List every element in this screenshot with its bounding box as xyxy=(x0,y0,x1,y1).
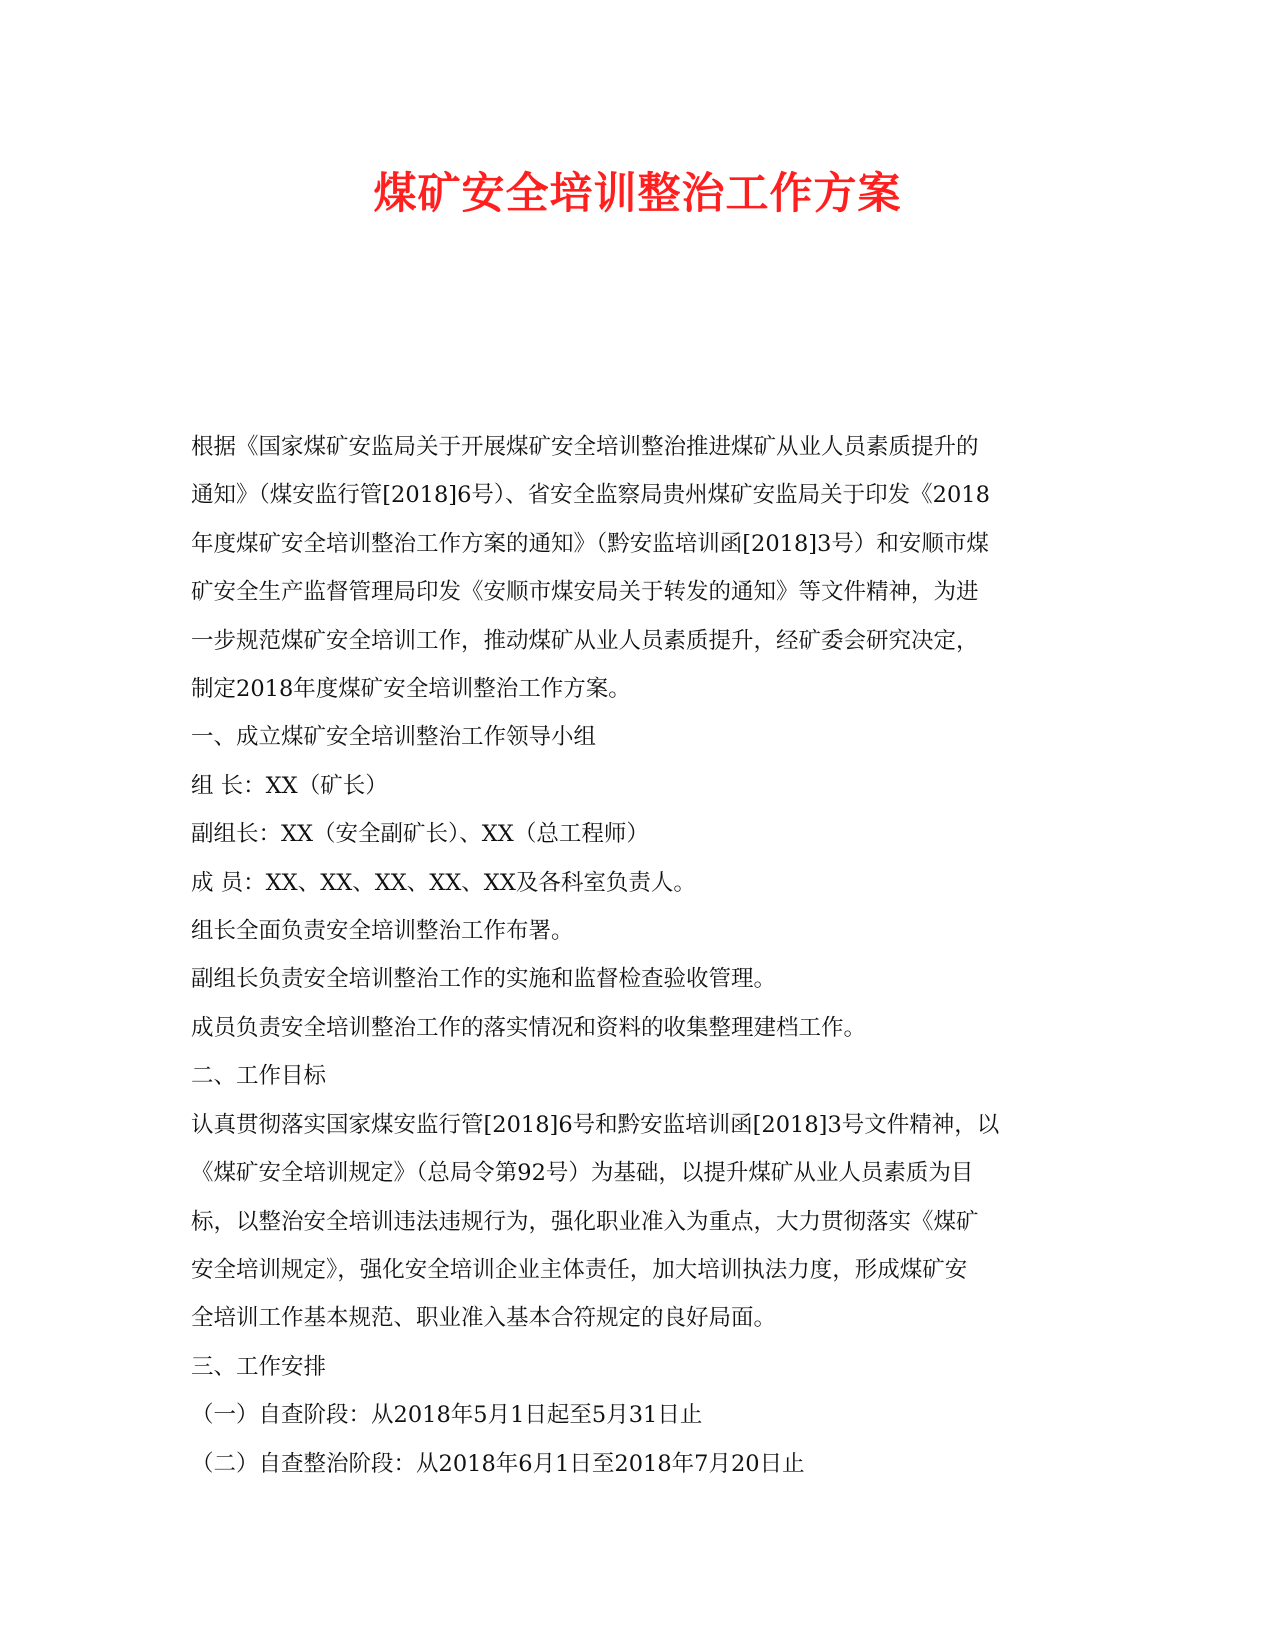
members-line: 成 员：XX、XX、XX、XX、XX及各科室负责人。 xyxy=(191,869,696,896)
body-line-2: 通知》（煤安监行管[2018]6号）、省安全监察局贵州煤矿安监局关于印发《2018 xyxy=(191,482,990,509)
deputy-leader-line: 副组长：XX（安全副矿长）、XX（总工程师） xyxy=(191,821,649,848)
body-line-5: 一步规范煤矿安全培训工作，推动煤矿从业人员素质提升，经矿委会研究决定， xyxy=(191,627,979,654)
body-line-4: 矿安全生产监督管理局印发《安顺市煤安局关于转发的通知》等文件精神，为进 xyxy=(191,579,979,606)
document-body xyxy=(191,423,1084,1488)
section-heading-3: 三、工作安排 xyxy=(191,1353,327,1380)
section-heading-1: 一、成立煤矿安全培训整治工作领导小组 xyxy=(191,724,597,751)
goal-line-3: 标，以整治安全培训违法违规行为，强化职业准入为重点，大力贯彻落实《煤矿 xyxy=(191,1208,979,1235)
deputy-duty-line: 副组长负责安全培训整治工作的实施和监督检查验收管理。 xyxy=(191,966,777,993)
document-title: 煤矿安全培训整治工作方案 xyxy=(373,169,902,219)
goal-line-2: 《煤矿安全培训规定》（总局令第92号）为基础，以提升煤矿从业人员素质为目 xyxy=(191,1160,974,1187)
goal-line-1: 认真贯彻落实国家煤安监行管[2018]6号和黔安监培训函[2018]3号文件精神，以 xyxy=(191,1111,1000,1138)
schedule-item-1: （一）自查阶段：从2018年5月1日起至5月31日止 xyxy=(191,1402,703,1429)
section-heading-2: 二、工作目标 xyxy=(191,1063,327,1090)
goal-line-4: 安全培训规定》，强化安全培训企业主体责任，加大培训执法力度，形成煤矿安 xyxy=(191,1256,968,1283)
leader-line: 组 长：XX（矿长） xyxy=(191,772,388,799)
schedule-item-2: （二）自查整治阶段：从2018年6月1日至2018年7月20日止 xyxy=(191,1450,805,1477)
body-line-1: 根据《国家煤矿安监局关于开展煤矿安全培训整治推进煤矿从业人员素质提升的 xyxy=(191,434,979,460)
members-duty-line: 成员负责安全培训整治工作的落实情况和资料的收集整理建档工作。 xyxy=(191,1014,867,1041)
goal-line-5: 全培训工作基本规范、职业准入基本合符规定的良好局面。 xyxy=(191,1305,777,1332)
leader-duty-line: 组长全面负责安全培训整治工作布署。 xyxy=(191,918,574,945)
body-line-3: 年度煤矿安全培训整治工作方案的通知》（黔安监培训函[2018]3号）和安顺市煤 xyxy=(191,530,989,557)
body-line-6: 制定2018年度煤矿安全培训整治工作方案。 xyxy=(191,676,631,703)
